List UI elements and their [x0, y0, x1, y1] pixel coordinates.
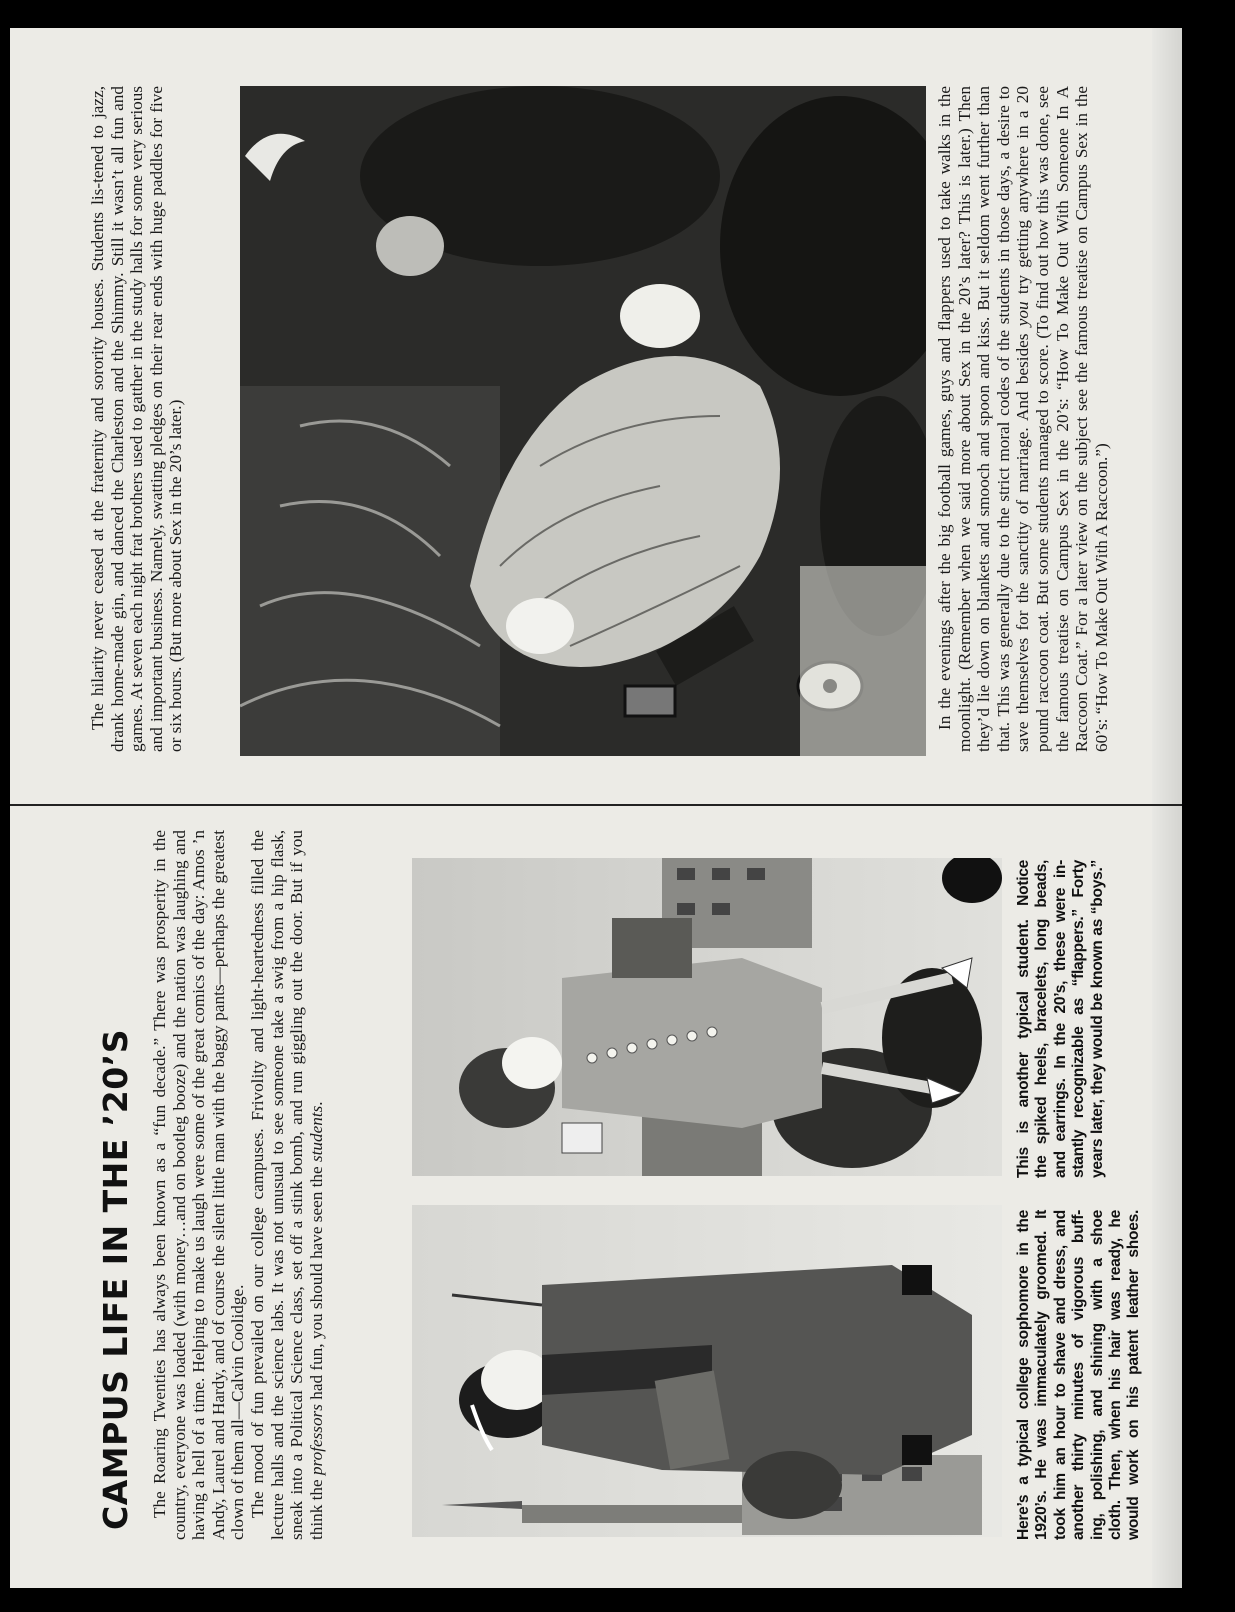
page-edge-shadow [1152, 28, 1182, 1588]
sophomore-illustration [412, 1205, 1002, 1537]
evenings-paragraph [935, 86, 1150, 752]
hilarity-text: The hilarity never ceased at the fraternity and sorority houses. Students lis-tened to jazz, drank home-made gin, and danced the Charleston and the Shimmy. Still it wasn’t all fun and games. At seven each night frat brothers used to gatther in the study halls for some very serious and important business. Namely, swatting pledges on their rear ends with huge paddles for five or six hours. (But more about Sex in the 20’s later.) [88, 86, 186, 752]
raccoon-coat-drawing [240, 86, 926, 756]
intro-paragraph-1: The Roaring Twenties has always been known as a “fun decade.” There was prosperity in the country, everyone was loaded (with money…and on bootleg booze) and the nation was laughing and having a hell of a time. Helping to make us laugh were some of the great comics of the day: Amos ’n Andy, Laurel and Hardy, and of course the silent little man with the baggy pants—perhaps the greatest clown of them all—Calvin Coolidge. [150, 830, 248, 1540]
intro-paragraph-2: The mood of fun prevailed on our college campuses. Frivolity and light-heartedness filled the lecture halls and the science labs. It was not unusual to see someone take a swig from a hip flask, sneak into a Political Science class, set off a stink bomb, and run giggling out the door. But if you think the professors had fun, you should have seen the students. [247, 830, 326, 1540]
flapper-caption: This is another typical student. Notice the spiked heels, bracelets, long beads, and earrings. In the 20’s, these were in- stantly recognizable as “flappers.” Forty years later, they would be known as “boys.” [1015, 860, 1106, 1178]
article-title: CAMPUS LIFE IN THE ’20’S [96, 1028, 135, 1530]
hilarity-paragraph [88, 86, 224, 752]
raccoon-coat-illustration [240, 86, 926, 756]
flapper-illustration [412, 858, 1002, 1176]
intro-text-block [150, 830, 380, 1540]
sophomore-drawing [412, 1205, 1002, 1537]
flapper-drawing [412, 858, 1002, 1176]
page-gutter-line [10, 804, 1182, 806]
evenings-text: In the evenings after the big football games, guys and flappers used to take walks in the moonlight. (Remember when we said more about Sex in the 20’s later? This is later.) Then they’d lie down on blankets and smooch and spoon and kiss. But it seldom went further than that. This was generally due to the strict moral codes of the students in those days, a desire to save themselves for the sanctity of marriage. And besides you try getting anywhere in a 20 pound raccoon coat. But some students managed to score. (To find out how this was done, see the famous treatise on Campus Sex in the 20’s: “How To Make Out With Someone In A Raccoon Coat.” For a later view on the subject see the famous treatise on Campus Sex in the 60’s: “How To Make Out With A Raccoon.”) [935, 86, 1111, 752]
sophomore-caption: Here’s a typical college sophomore in the 1920’s. He was immaculately groomed. It took him an hour to shave and dress, and another thirty minutes of vigorous buff- ing, polishing, and shining with a shoe cloth. Then, when his hair was ready, he would work on his patent leather shoes. [1015, 1210, 1143, 1540]
